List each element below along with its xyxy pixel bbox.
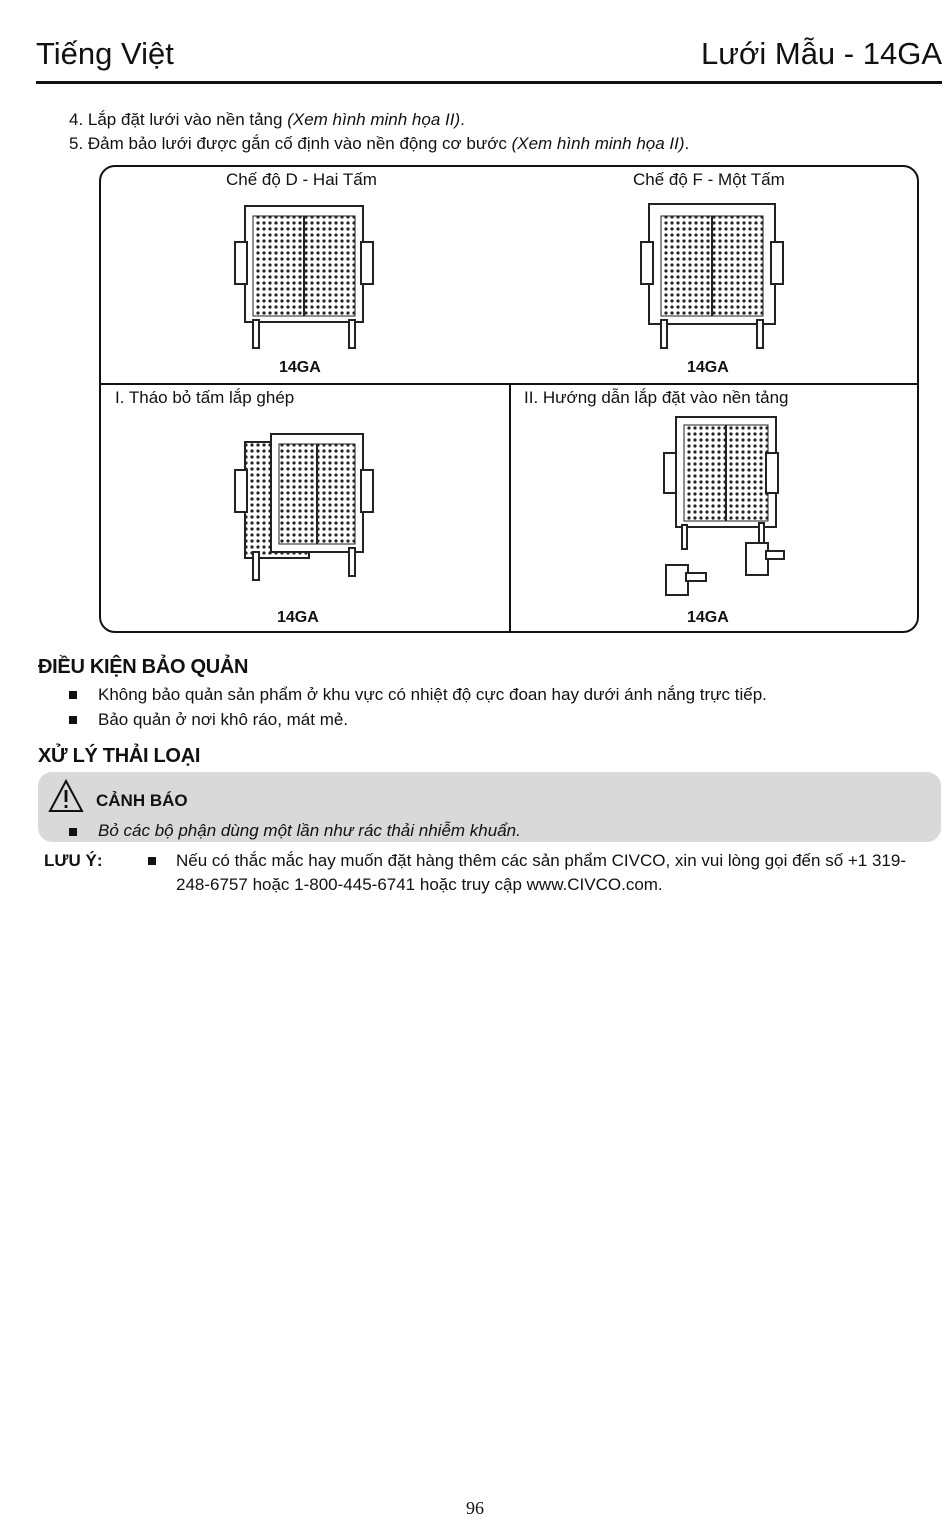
figure-mode-d xyxy=(101,167,509,383)
note-label: LƯU Ý: xyxy=(44,851,103,870)
grid-install-illustration xyxy=(656,413,806,613)
list-item: Không bảo quản sản phẩm ở khu vực có nhiệt độ cực đoan hay dưới ánh nắng trực tiếp. xyxy=(68,682,767,707)
bullet-square-icon xyxy=(69,828,77,836)
figure-mode-f xyxy=(511,167,919,383)
step-5: 5. Đảm bảo lưới được gắn cố định vào nền động cơ bước (Xem hình minh họa II). xyxy=(69,134,690,153)
warning-item: Bỏ các bộ phận dùng một lần như rác thải nhiễm khuẩn. xyxy=(68,821,521,841)
list-item: Bảo quản ở nơi khô ráo, mát mẻ. xyxy=(68,707,767,732)
bullet-square-icon xyxy=(148,857,156,865)
figure-panel xyxy=(99,165,919,633)
grid-two-plate-illustration xyxy=(231,202,381,357)
figure-caption: II. Hướng dẫn lắp đặt vào nền tảng xyxy=(524,388,789,407)
figure-label: 14GA xyxy=(277,609,319,626)
figure-caption: Chế độ D - Hai Tấm xyxy=(226,170,377,189)
language-label: Tiếng Việt xyxy=(36,36,174,71)
disposal-section-title: XỬ LÝ THẢI LOẠI xyxy=(38,745,201,767)
figure-caption: I. Tháo bỏ tấm lắp ghép xyxy=(115,388,295,407)
warning-triangle-icon xyxy=(48,778,84,814)
bullet-square-icon xyxy=(69,691,77,699)
figure-label: 14GA xyxy=(687,359,729,376)
figure-remove-plate xyxy=(101,385,509,633)
step-4: 4. Lắp đặt lưới vào nền tảng (Xem hình minh họa II). xyxy=(69,110,465,129)
figure-label: 14GA xyxy=(279,359,321,376)
header-rule xyxy=(36,81,942,84)
warning-title: CẢNH BÁO xyxy=(96,791,188,810)
storage-list xyxy=(68,682,767,732)
figure-install-platform xyxy=(511,385,919,633)
grid-remove-plate-illustration xyxy=(231,430,381,590)
warning-box xyxy=(38,772,941,842)
figure-caption: Chế độ F - Một Tấm xyxy=(633,170,785,189)
figure-label: 14GA xyxy=(687,609,729,626)
page-number: 96 xyxy=(466,1498,484,1517)
note-text: Nếu có thắc mắc hay muốn đặt hàng thêm các sản phẩm CIVCO, xin vui lòng gọi đến số +1 319-248-6757 hoặc 1-800-445-6741 hoặc truy cập www.CIVCO.com. xyxy=(176,851,906,894)
grid-one-plate-illustration xyxy=(639,202,789,357)
document-title: Lưới Mẫu - 14GA xyxy=(701,36,942,71)
storage-section-title: ĐIỀU KIỆN BẢO QUẢN xyxy=(38,656,249,678)
page-header xyxy=(36,32,942,84)
bullet-square-icon xyxy=(69,716,77,724)
steps-list xyxy=(69,108,689,156)
